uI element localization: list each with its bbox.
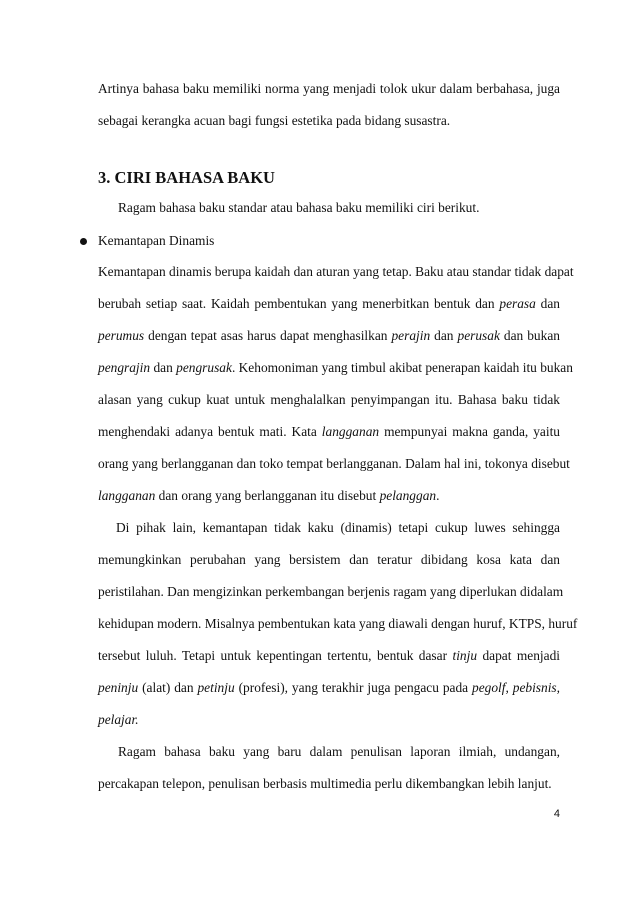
- lead-sentence: Ragam bahasa baku standar atau bahasa baku memiliki ciri berikut.: [118, 200, 480, 215]
- p2-l6-text-b: (profesi), yang terakhir juga pengacu pada: [238, 680, 469, 695]
- p1-l4-text-b: . Kehomoniman yang timbul akibat penerapan kaidah itu bukan: [231, 360, 573, 375]
- p3-line-1: Ragam bahasa baku yang baru dalam penulisan laporan ilmiah, undangan,: [118, 744, 560, 759]
- p1-l8-text-a: dan orang yang berlangganan itu disebut: [158, 488, 377, 503]
- p1-l2-italic-1: perasa: [499, 296, 536, 311]
- intro-line-2: sebagai kerangka acuan bagi fungsi estetika pada bidang susastra.: [98, 113, 451, 128]
- p1-l3-italic-2: perajin: [391, 328, 431, 343]
- bullet-icon: [80, 238, 87, 245]
- p2-line-5: [98, 648, 560, 664]
- page-number: 4: [553, 808, 560, 820]
- p1-line-4: [98, 360, 573, 376]
- p1-l6-text-a: menghendaki adanya bentuk mati. Kata: [98, 424, 317, 439]
- p1-line-5: alasan yang cukup kuat untuk menghalalkan penyimpangan itu. Bahasa baku tidak: [98, 392, 560, 407]
- p2-line-6: [98, 680, 560, 696]
- p2-l6-italic-2: petinju: [197, 680, 235, 695]
- p1-l8-italic-1: langganan: [98, 488, 156, 503]
- p1-l6-italic-1: langganan: [321, 424, 380, 439]
- p1-line-7: orang yang berlangganan dan toko tempat berlangganan. Dalam hal ini, tokonya disebut: [98, 456, 570, 471]
- p1-l4-text-a: dan: [153, 360, 173, 375]
- p1-l8-text-b: .: [436, 488, 440, 503]
- p2-l5-text-a: tersebut luluh. Tetapi untuk kepentingan tertentu, bentuk dasar: [98, 648, 448, 663]
- p1-line-2: [98, 296, 560, 312]
- p2-line-7: [98, 712, 560, 728]
- p2-l6-text-a: (alat) dan: [142, 680, 194, 695]
- p3-line-2: percakapan telepon, penulisan berbasis multimedia perlu dikembangkan lebih lanjut.: [98, 776, 552, 791]
- p1-line-8: [98, 488, 560, 504]
- p2-l6-italic-1: peninju: [98, 680, 139, 695]
- p2-l5-text-b: dapat menjadi: [482, 648, 560, 663]
- p1-line-6: [98, 424, 560, 440]
- section-heading: 3. CIRI BAHASA BAKU: [98, 168, 275, 187]
- p1-l4-italic-1: pengrajin: [98, 360, 151, 375]
- p2-l7-italic-1: pelajar.: [98, 712, 139, 727]
- p1-l3-italic-3: perusak: [457, 328, 500, 343]
- p1-line-1: Kemantapan dinamis berupa kaidah dan aturan yang tetap. Baku atau standar tidak dapat: [98, 264, 574, 279]
- p2-l5-italic-1: tinju: [452, 648, 478, 663]
- p1-l2-text-a: berubah setiap saat. Kaidah pembentukan yang menerbitkan bentuk dan: [98, 296, 495, 311]
- p2-line-4: kehidupan modern. Misalnya pembentukan kata yang diawali dengan huruf, KTPS, huruf: [98, 616, 578, 631]
- p1-l3-text-b: dan: [434, 328, 454, 343]
- p1-l3-italic-1: perumus: [98, 328, 145, 343]
- p2-line-2: memungkinkan perubahan yang bersistem dan teratur dibidang kosa kata dan: [98, 552, 560, 567]
- p1-l8-italic-2: pelanggan: [379, 488, 437, 503]
- p1-l4-italic-2: pengrusak: [176, 360, 232, 375]
- p1-line-3: [98, 328, 560, 344]
- p1-l3-text-c: dan bukan: [503, 328, 560, 343]
- p1-l6-text-b: mempunyai makna ganda, yaitu: [384, 424, 560, 439]
- p2-line-1: Di pihak lain, kemantapan tidak kaku (dinamis) tetapi cukup luwes sehingga: [116, 520, 560, 535]
- p2-l6-italic-3: pegolf, pebisnis,: [472, 680, 560, 695]
- p2-line-3: peristilahan. Dan mengizinkan perkembangan berjenis ragam yang diperlukan didalam: [98, 584, 564, 599]
- intro-line-1: Artinya bahasa baku memiliki norma yang menjadi tolok ukur dalam berbahasa, juga: [98, 81, 560, 96]
- bullet-title: Kemantapan Dinamis: [98, 233, 215, 248]
- p1-l3-text-a: dengan tepat asas harus dapat menghasilkan: [148, 328, 388, 343]
- p1-l2-text-b: dan: [540, 296, 560, 311]
